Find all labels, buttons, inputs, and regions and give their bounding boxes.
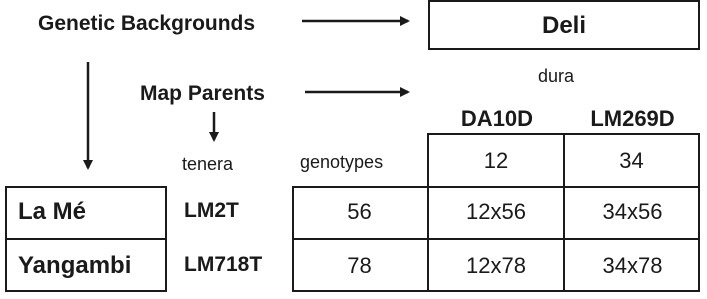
dura-parent-lm269d: LM269D [590,106,675,131]
tenera-genotype-value: 56 [347,199,372,224]
genetic-backgrounds-label: Genetic Backgrounds [38,12,256,35]
cross-cell [429,240,563,292]
background-divider [5,238,167,240]
map-parents-label: Map Parents [140,82,265,105]
tenera-genotype-cell [292,186,427,238]
tenera-parent-lm2t: LM2T [184,199,239,222]
dura-genotype-value: 12 [483,147,509,173]
cross-value: 12x56 [466,199,526,224]
cross-value: 34x78 [602,253,663,278]
cross-value: 12x78 [466,253,526,278]
tenera-label: tenera [182,154,234,174]
dura-genotype-cell-34 [563,133,700,186]
tenera-genotype-value: 78 [347,253,372,278]
cross-cell [565,240,700,292]
cross-cell [565,186,700,238]
dura-genotype-value: 34 [619,147,644,173]
background-yangambi: Yangambi [18,252,132,279]
deli-label: Deli [541,12,586,39]
dura-label: dura [538,66,575,86]
background-la-me: La Mé [18,198,87,225]
tenera-parent-lm718t: LM718T [184,253,263,276]
dura-genotype-cell-12 [427,133,565,186]
dura-parent-da10d: DA10D [460,106,534,131]
genotypes-label: genotypes [300,152,384,172]
cross-value: 34x56 [602,199,663,224]
cross-cell [429,186,563,238]
tenera-genotype-cell [292,240,427,292]
